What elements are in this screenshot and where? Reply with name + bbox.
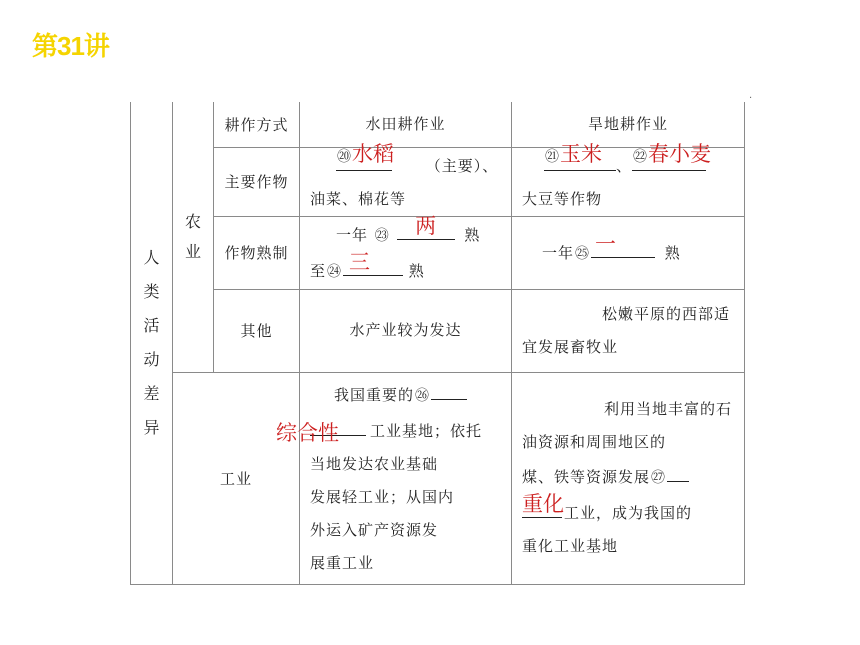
- other-right-line1: 松嫩平原的西部适: [601, 304, 730, 323]
- answer-spring-wheat: [632, 141, 712, 168]
- industry-header: [173, 372, 300, 584]
- answer-blank-24: [343, 249, 403, 276]
- harvest-right-prefix: 一年: [542, 243, 575, 262]
- harvest-left-suffix1: 熟: [464, 225, 481, 244]
- industry-left-text1: 我国重要的: [334, 385, 415, 404]
- lecture-number-label: 第31讲: [32, 31, 109, 61]
- industry-right-text5: 重化工业基地: [522, 537, 619, 555]
- agriculture-header-text: 农业: [185, 211, 202, 261]
- industry-left-text2: 工业基地；依托: [370, 421, 483, 440]
- blank-number-27: ㉗: [651, 470, 667, 486]
- cell-farming-left: 水田耕作业: [300, 102, 512, 147]
- comparison-table: [130, 102, 745, 585]
- stray-mark: ·: [749, 93, 753, 104]
- industry-left-line1: [310, 377, 501, 413]
- agriculture-header: [173, 102, 214, 372]
- harvest-left-suffix2: 熟: [408, 261, 425, 280]
- answer-blank-21: [544, 141, 616, 171]
- answer-comprehensive: 综合性: [276, 420, 339, 445]
- industry-right-line4: [522, 492, 734, 530]
- row-header-text: 人类活动差异: [143, 247, 160, 437]
- label-harvest-system: 作物熟制: [214, 216, 300, 289]
- industry-left-text3: 当地发达农业基础: [310, 454, 439, 473]
- answer-blank-26-start: [431, 377, 467, 400]
- harvest-right-line: [522, 231, 734, 271]
- industry-left-text6: 展重工业: [310, 553, 375, 572]
- row-header-human-activity: [131, 102, 173, 584]
- row-harvest-system: [131, 216, 745, 289]
- harvest-left-prefix: 一年: [336, 225, 369, 244]
- answer-blank-20: [336, 141, 394, 171]
- cell-crops-right: [512, 141, 745, 216]
- answer-blank-25: [591, 231, 655, 258]
- blank-number-20: ⑳: [337, 148, 351, 165]
- industry-left-text5: 外运入矿产资源发: [310, 520, 439, 539]
- blank-number-26: ㉖: [415, 387, 431, 404]
- industry-left-text4: 发展轻工业；从国内: [310, 487, 455, 506]
- answer-spring-wheat-text: 春小麦: [648, 141, 712, 166]
- harvest-right-suffix: 熟: [664, 243, 681, 262]
- crops-right-separator: 、: [616, 156, 633, 175]
- crops-left-line2: 油菜、棉花等: [310, 189, 407, 208]
- answer-corn: [544, 143, 616, 168]
- blank-number-25: ㉕: [575, 245, 591, 262]
- answer-one-harvest: 一: [595, 231, 617, 256]
- blank-number-23: ㉓: [374, 227, 390, 244]
- answer-heavy-chemical: 重化: [522, 492, 564, 516]
- industry-right-text4: 工业，成为我国的: [564, 504, 693, 522]
- row-main-crops: [131, 147, 745, 216]
- cell-harvest-right: [512, 216, 745, 289]
- industry-right-text3: 煤、铁等资源发展: [522, 468, 651, 486]
- crops-left-line1: [310, 141, 501, 183]
- harvest-left-prefix2: 至: [310, 261, 327, 280]
- crops-right-line2: 大豆等作物: [522, 189, 603, 208]
- crops-left-note: （主要）、: [425, 156, 499, 175]
- answer-three-harvests: 三: [349, 249, 371, 274]
- industry-right-text1: 利用当地丰富的石: [603, 400, 732, 418]
- row-farming-method: [131, 102, 745, 147]
- row-other: [131, 289, 745, 372]
- industry-right-line3: [522, 459, 734, 495]
- row-industry: [131, 372, 745, 584]
- cell-other-right: [512, 289, 745, 372]
- label-main-crops: 主要作物: [214, 147, 300, 216]
- cell-crops-left: [300, 141, 512, 216]
- answer-blank-23: [397, 213, 455, 240]
- blank-number-22: ㉒: [633, 148, 648, 165]
- cell-industry-right: [512, 372, 745, 584]
- harvest-left-line1: [310, 213, 501, 253]
- label-other: 其他: [214, 289, 300, 372]
- cell-industry-left: [276, 372, 512, 584]
- crops-right-line1: [522, 141, 734, 183]
- harvest-left-line2: [310, 249, 501, 289]
- answer-corn-text: 玉米: [560, 141, 602, 166]
- answer-rice-text: 水稻: [352, 141, 394, 166]
- label-farming-method: 耕作方式: [214, 102, 300, 147]
- blank-number-21: ㉑: [545, 148, 559, 165]
- blank-number-24: ㉔: [327, 263, 343, 280]
- industry-header-text: 工业: [219, 469, 252, 488]
- other-right-line2: 宜发展畜牧业: [522, 337, 619, 356]
- cell-harvest-left: [300, 213, 512, 289]
- answer-blank-27-start: [667, 459, 689, 482]
- cell-other-left: 水产业较为发达: [300, 289, 512, 372]
- answer-blank-27: [522, 492, 564, 518]
- cell-farming-right: 旱地耕作业: [512, 102, 745, 147]
- answer-blank-22: [632, 141, 712, 171]
- answer-two-harvests: 两: [415, 213, 437, 238]
- industry-right-text2: 油资源和周围地区的: [522, 433, 667, 451]
- answer-rice: [336, 143, 392, 168]
